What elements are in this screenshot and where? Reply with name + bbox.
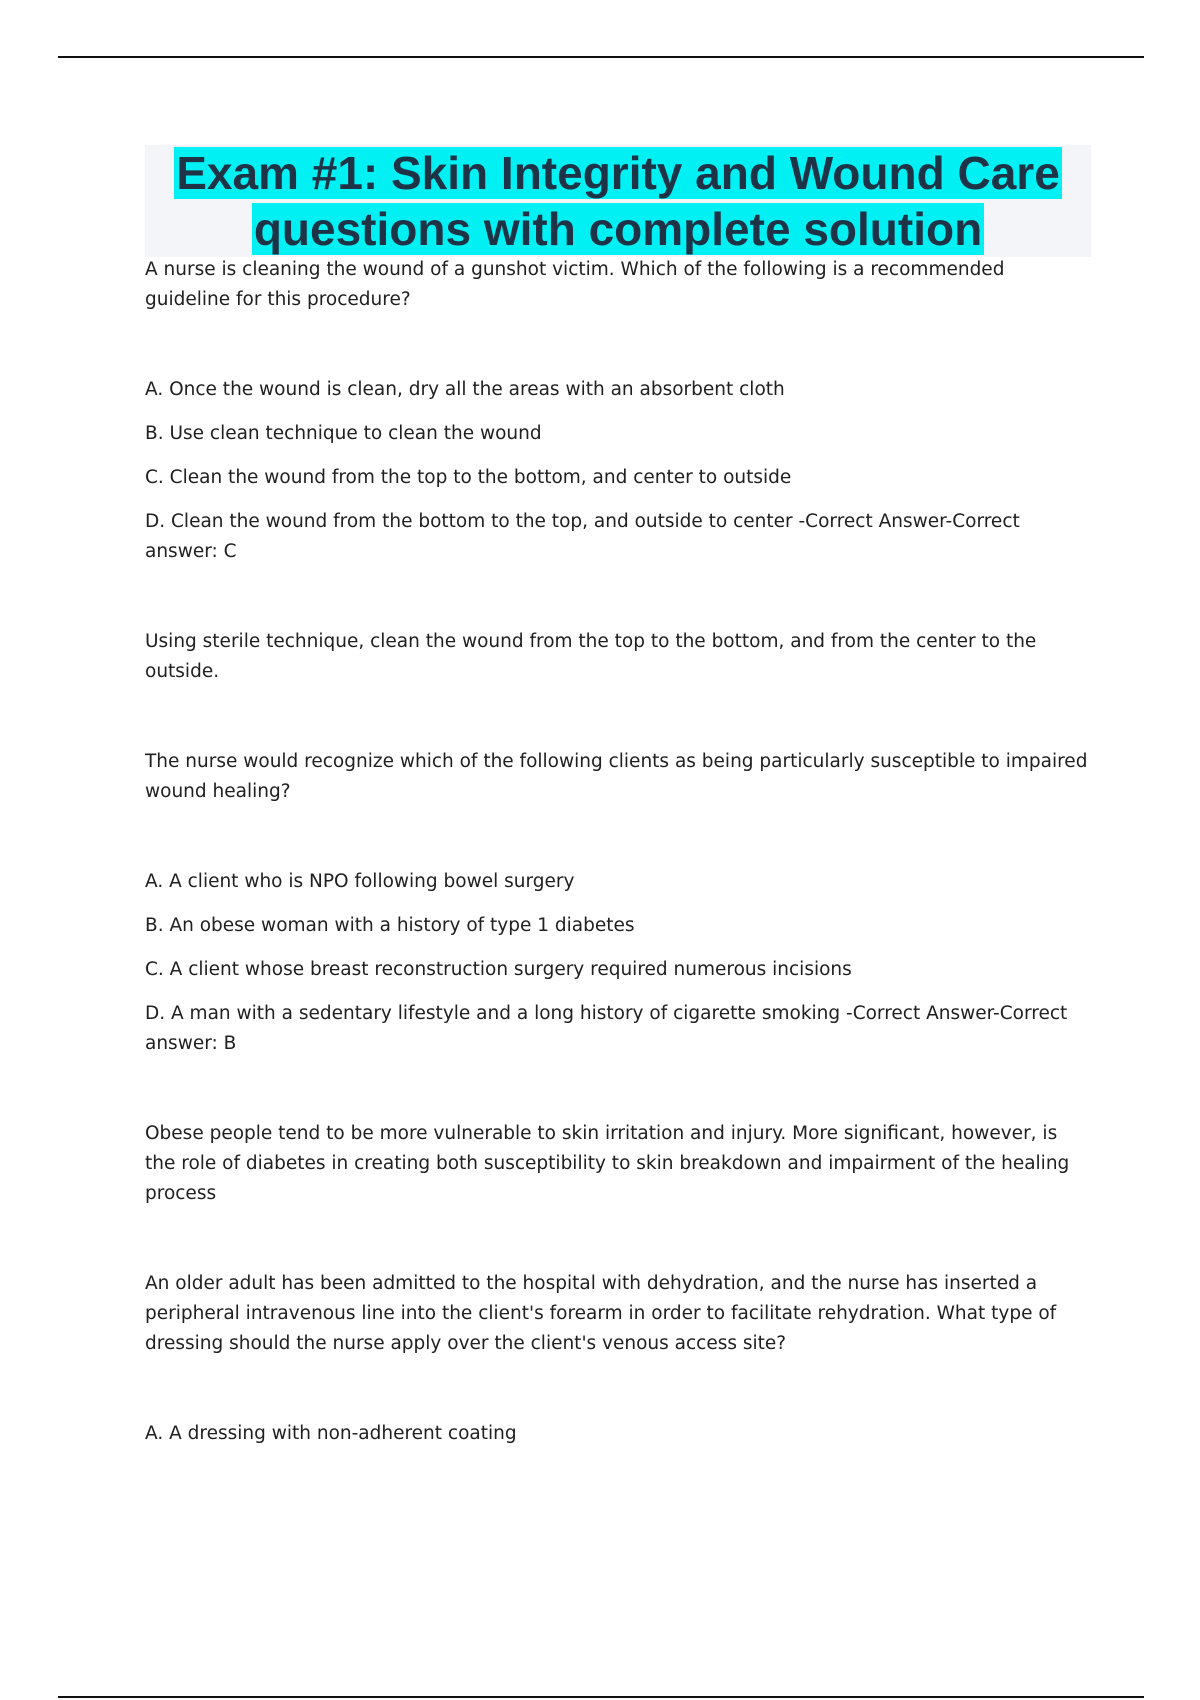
question-2-options	[145, 867, 1091, 1059]
question-1-option-a: A. Once the wound is clean, dry all the areas with an absorbent cloth	[145, 379, 785, 400]
question-1: A nurse is cleaning the wound of a gunshot victim. Which of the following is a recommended guideline for this procedure?	[145, 259, 1005, 310]
question-1-option-c: C. Clean the wound from the top to the bottom, and center to outside	[145, 467, 792, 488]
document-title	[145, 145, 1091, 257]
question-1-options	[145, 375, 1091, 567]
title-line-2: questions with complete solution	[253, 203, 983, 255]
question-3-options	[145, 1419, 1091, 1449]
top-rule	[58, 56, 1144, 58]
question-1-explanation: Using sterile technique, clean the wound from the top to the bottom, and from the center to the outside.	[145, 631, 1037, 682]
bottom-rule	[58, 1696, 1144, 1698]
question-2: The nurse would recognize which of the following clients as being particularly susceptible to impaired wound healing?	[145, 751, 1088, 802]
question-1-option-d: D. Clean the wound from the bottom to the top, and outside to center -Correct Answer-Correct answer: C	[145, 511, 1020, 562]
question-2-option-b: B. An obese woman with a history of type 1 diabetes	[145, 915, 635, 936]
document-body	[145, 255, 1091, 1449]
question-2-explanation: Obese people tend to be more vulnerable to skin irritation and injury. More significant, however, is the role of diabetes in creating both susceptibility to skin breakdown and impairment of the healing process	[145, 1123, 1070, 1204]
question-2-option-c: C. A client whose breast reconstruction surgery required numerous incisions	[145, 959, 852, 980]
question-3: An older adult has been admitted to the hospital with dehydration, and the nurse has inserted a peripheral intravenous line into the client's forearm in order to facilitate rehydration. What type of dressing should the nurse apply over the client's venous access site?	[145, 1273, 1057, 1354]
title-line-1: Exam #1: Skin Integrity and Wound Care	[176, 147, 1060, 199]
question-2-option-d: D. A man with a sedentary lifestyle and a long history of cigarette smoking -Correct Answer-Correct answer: B	[145, 1003, 1068, 1054]
question-2-option-a: A. A client who is NPO following bowel surgery	[145, 871, 575, 892]
question-1-option-b: B. Use clean technique to clean the wound	[145, 423, 542, 444]
question-3-option-a: A. A dressing with non-adherent coating	[145, 1423, 517, 1444]
